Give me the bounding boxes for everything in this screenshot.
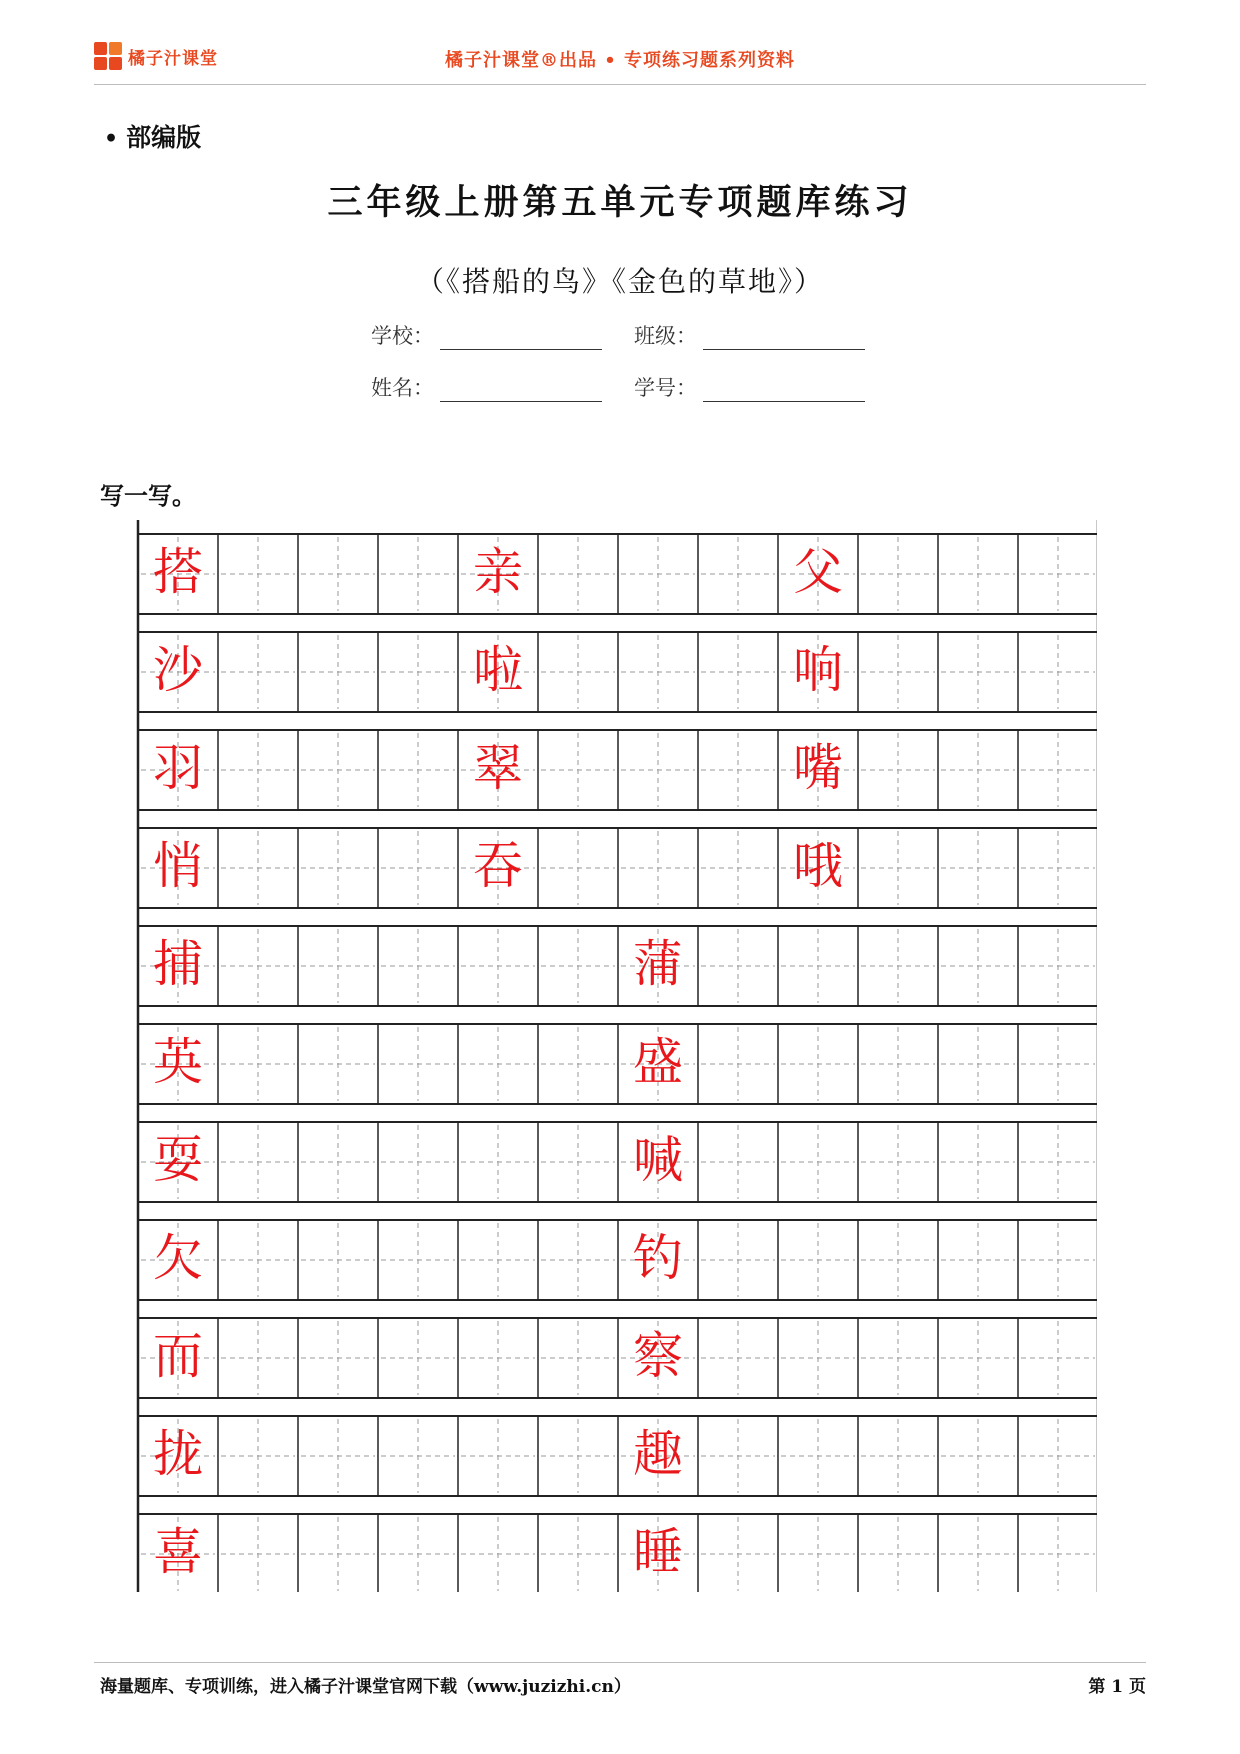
name-label: 姓名： bbox=[371, 376, 434, 400]
practice-character: 搭 bbox=[153, 543, 203, 601]
school-blank[interactable] bbox=[440, 329, 602, 350]
practice-character: 而 bbox=[153, 1327, 203, 1385]
edition-text: 部编版 bbox=[126, 123, 202, 152]
practice-character: 亲 bbox=[473, 543, 523, 601]
name-field[interactable] bbox=[371, 372, 602, 402]
class-blank[interactable] bbox=[703, 329, 865, 350]
practice-character: 沙 bbox=[153, 641, 203, 699]
footer-divider bbox=[94, 1662, 1146, 1663]
practice-character: 羽 bbox=[153, 739, 203, 797]
header-banner-text: 橘子汁课堂®出品 • 专项练习题系列资料 bbox=[444, 50, 796, 71]
practice-character: 啦 bbox=[473, 641, 523, 699]
practice-character: 响 bbox=[793, 641, 843, 699]
logo-text: 橘子汁课堂 bbox=[128, 48, 218, 69]
writing-grid-svg bbox=[133, 520, 1097, 1592]
page-number: 第 1 页 bbox=[1088, 1677, 1146, 1697]
practice-character: 嘴 bbox=[793, 739, 843, 797]
practice-character: 耍 bbox=[153, 1131, 203, 1189]
school-field[interactable] bbox=[371, 320, 602, 350]
practice-character: 喊 bbox=[633, 1131, 683, 1189]
page-title: 三年级上册第五单元专项题库练习 bbox=[327, 182, 913, 223]
practice-character: 察 bbox=[633, 1327, 683, 1385]
class-field[interactable] bbox=[634, 320, 865, 350]
practice-character: 盛 bbox=[633, 1033, 683, 1091]
number-label: 学号： bbox=[634, 376, 697, 400]
practice-character: 捕 bbox=[153, 935, 203, 993]
practice-character: 喜 bbox=[153, 1523, 203, 1581]
number-blank[interactable] bbox=[703, 381, 865, 402]
class-label: 班级： bbox=[634, 324, 697, 348]
edition-label bbox=[104, 118, 201, 154]
practice-character: 拢 bbox=[153, 1425, 203, 1483]
writing-grid bbox=[133, 520, 1097, 1592]
practice-character: 欠 bbox=[153, 1229, 203, 1287]
school-label: 学校： bbox=[371, 324, 434, 348]
name-blank[interactable] bbox=[440, 381, 602, 402]
practice-character: 吞 bbox=[473, 837, 523, 895]
header-divider bbox=[94, 84, 1146, 85]
practice-character: 趣 bbox=[633, 1425, 683, 1483]
practice-character: 悄 bbox=[153, 837, 203, 895]
practice-character: 钓 bbox=[633, 1229, 683, 1287]
footer-text: 海量题库、专项训练，进入橘子汁课堂官网下载（www.juzizhi.cn） bbox=[100, 1677, 631, 1697]
practice-character: 睡 bbox=[633, 1523, 683, 1581]
practice-character: 哦 bbox=[793, 837, 843, 895]
bullet-icon: • bbox=[104, 126, 119, 152]
page-subtitle: （《搭船的鸟》《金色的草地》） bbox=[415, 265, 824, 298]
number-field[interactable] bbox=[634, 372, 865, 402]
practice-character: 翠 bbox=[473, 739, 523, 797]
practice-character: 蒲 bbox=[633, 935, 683, 993]
practice-character: 英 bbox=[153, 1033, 203, 1091]
practice-character: 父 bbox=[793, 543, 843, 601]
instruction-text: 写一写。 bbox=[100, 481, 196, 510]
